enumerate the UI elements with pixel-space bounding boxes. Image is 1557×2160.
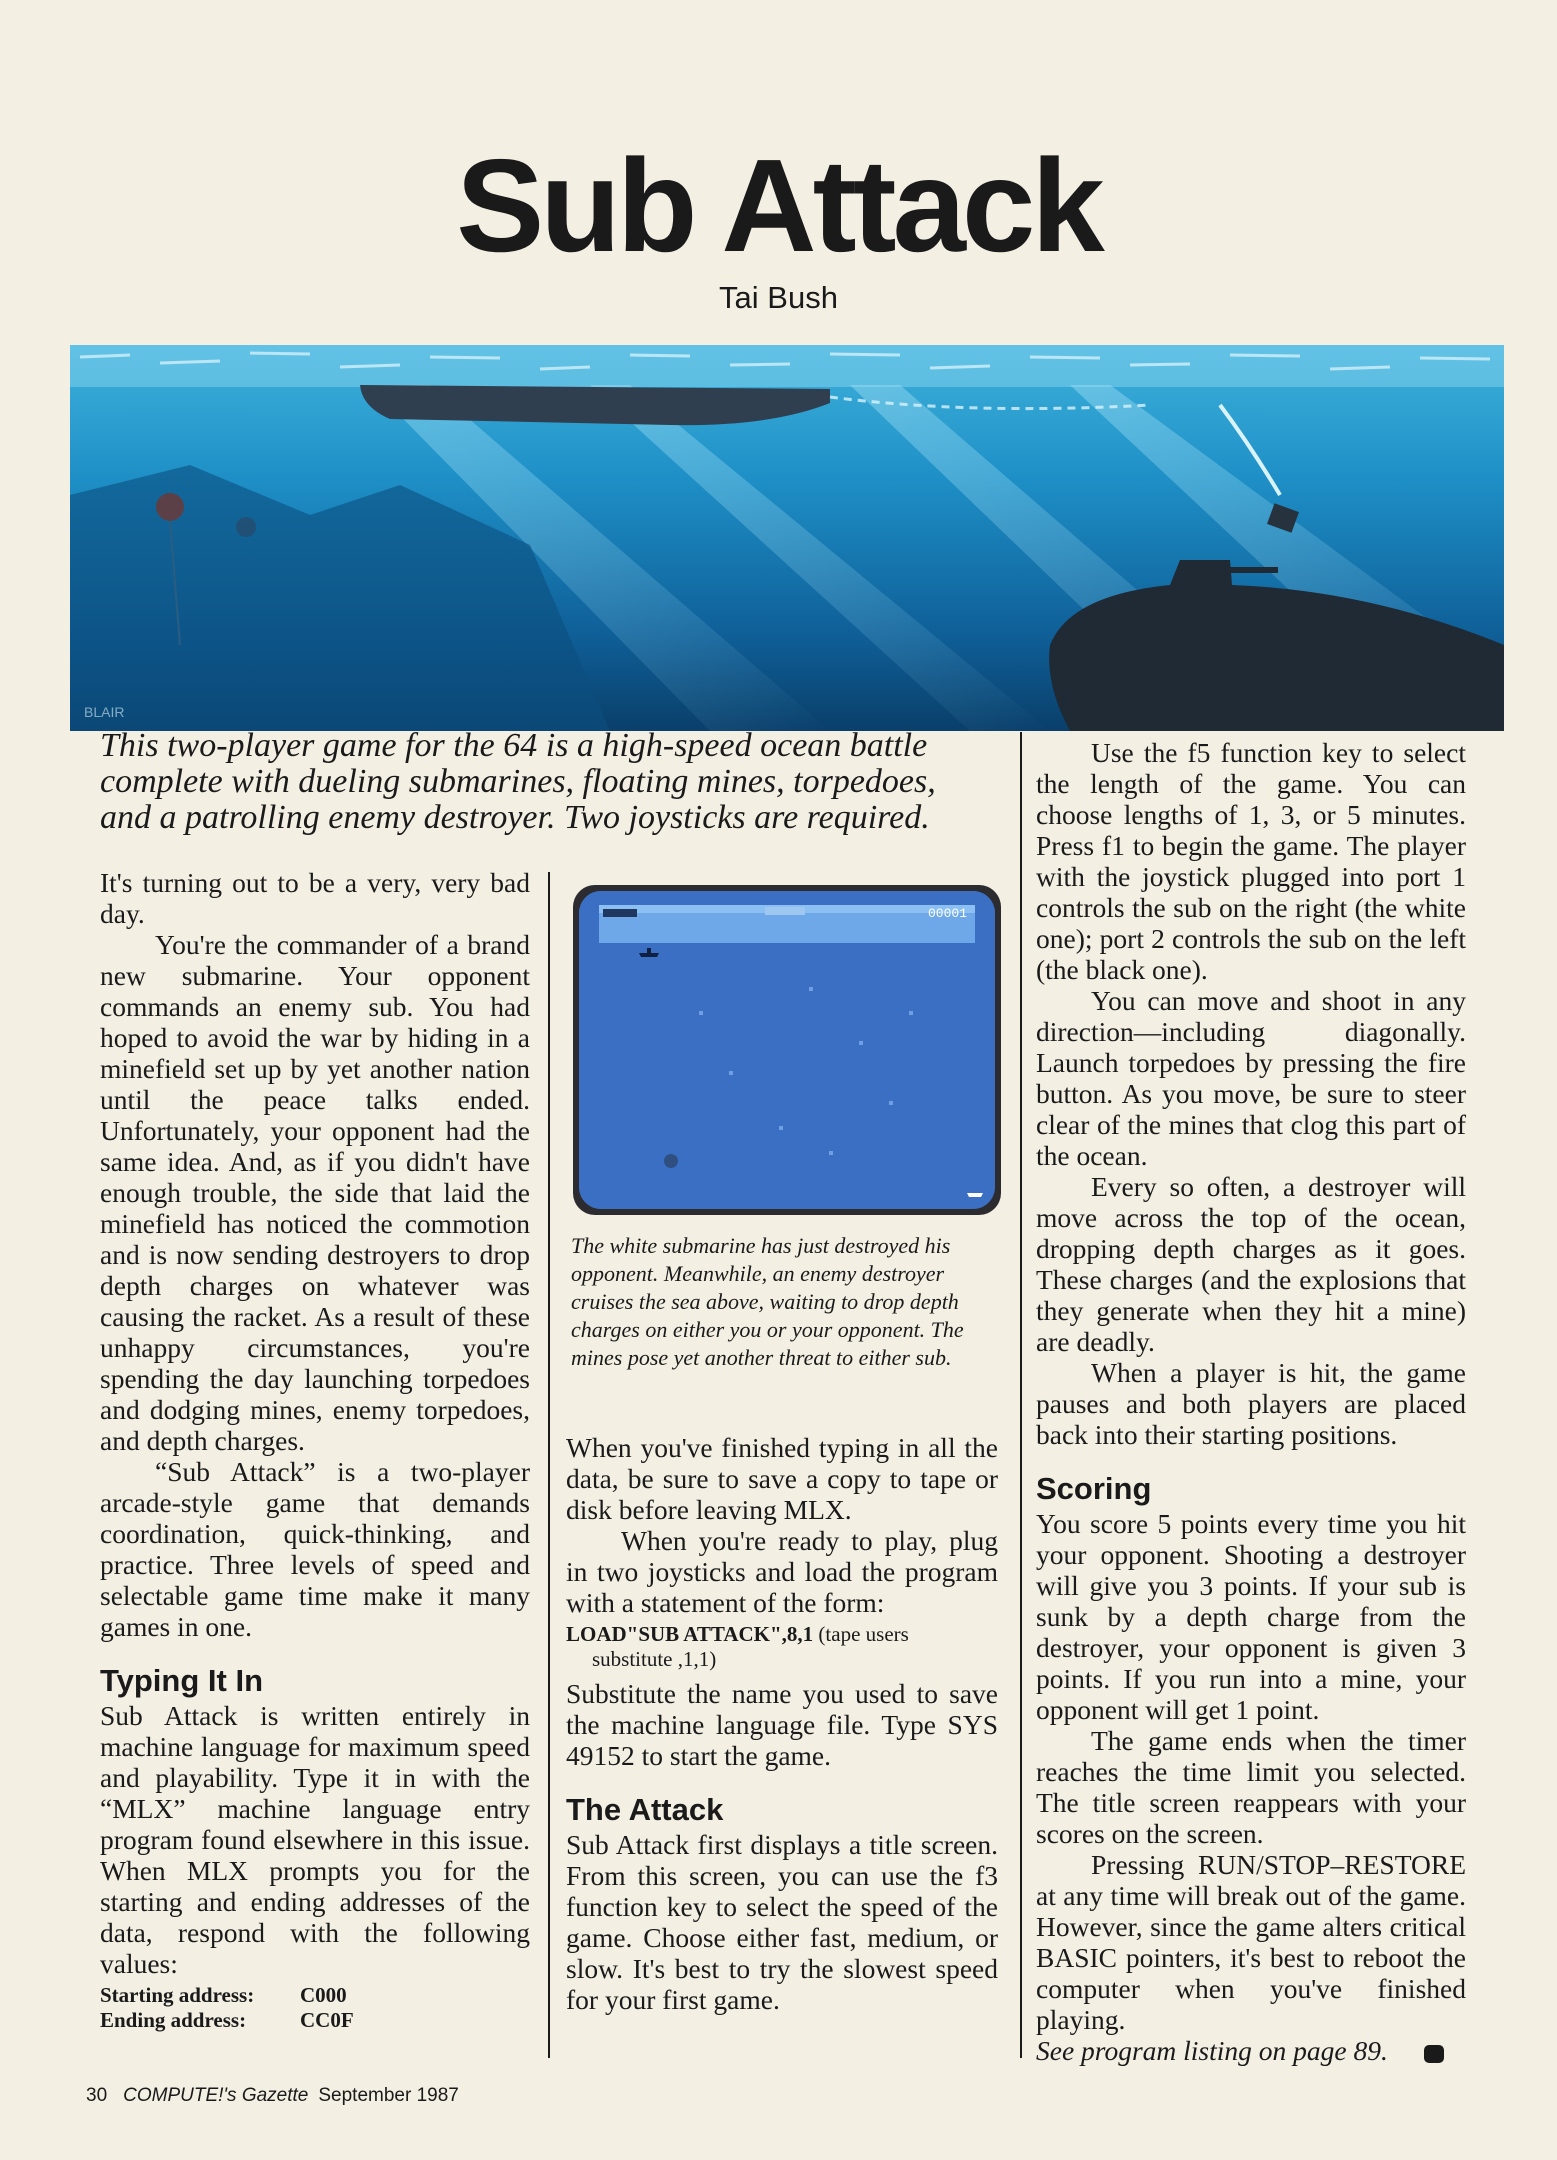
load-note: (tape users bbox=[818, 1622, 909, 1646]
address-value: C000 bbox=[300, 1983, 347, 2007]
issue-date: September 1987 bbox=[318, 2085, 459, 2106]
mine-small bbox=[236, 517, 256, 537]
section-heading: The Attack bbox=[566, 1792, 724, 1827]
destroyer-hull bbox=[360, 385, 830, 425]
paragraph: Sub Attack is written entirely in machine language for maximum speed and playability. Type it in with the “MLX” machine language entry program found elsewhere in this issue. When MLX prompts you for the starting and ending addresses of the data, respond with the following values: bbox=[100, 1700, 530, 1979]
paragraph: You're the commander of a brand new submarine. Your opponent commands an enemy sub. You had hoped to avoid the war by hiding in a minefield set up by yet another nation until the peace talks ended. Unfortunately, your opponent had the same idea. And, as if you didn't have enough trouble, the side that laid the minefield has noticed the commotion and is now sending destroyers to drop depth charges on whatever was causing the racket. As a result of these unhappy circumstances, you're spending the day launching torpedoes and dodging mines, enemy torpedoes, and depth charges. bbox=[100, 929, 530, 1456]
address-label: Ending address: bbox=[100, 2008, 247, 2032]
paragraph: It's turning out to be a very, very bad day. bbox=[100, 867, 530, 929]
column-1 bbox=[100, 867, 530, 2033]
paragraph: You can move and shoot in any direction—including diagonally. Launch torpedoes by pressing the fire button. As you move, be sure to steer clear of the mines that clog this part of the ocean. bbox=[1036, 985, 1466, 1171]
paragraph: You score 5 points every time you hit your opponent. Shooting a destroyer will give you 3 points. If your sub is sunk by a depth charge from the destroyer, your opponent is given 3 points. If you run into a mine, your opponent will get 1 point. bbox=[1036, 1508, 1466, 1725]
artist-signature: BLAIR bbox=[84, 704, 125, 720]
black-submarine bbox=[639, 953, 659, 957]
paragraph: Pressing RUN/STOP–RESTORE at any time will break out of the game. However, since the game alters critical BASIC pointers, it's best to reboot the computer when you've finished playing. bbox=[1036, 1849, 1466, 2035]
screenshot-caption: The white submarine has just destroyed his opponent. Meanwhile, an enemy destroyer cruises the sea above, waiting to drop depth charges on either you or your opponent. The mines pose yet another threat to either sub. bbox=[571, 1233, 964, 1370]
column-2 bbox=[566, 1432, 998, 2015]
article-deck: This two-player game for the 64 is a high-speed ocean battle complete with dueling submarines, floating mines, torpedoes, and a patrolling enemy destroyer. Two joysticks are required. bbox=[100, 727, 936, 836]
address-row bbox=[100, 2008, 530, 2033]
page-number: 30 bbox=[86, 2085, 108, 2106]
paragraph: “Sub Attack” is a two-player arcade-style game that demands coordination, quick-thinking, and practice. Three levels of speed and selectable game time make it many games in one. bbox=[100, 1456, 530, 1642]
ocean-surface bbox=[70, 345, 1504, 387]
load-command: LOAD"SUB ATTACK",8,1 bbox=[566, 1622, 814, 1646]
column-3 bbox=[1036, 737, 1466, 2066]
address-label: Starting address: bbox=[100, 1983, 255, 2007]
program-listing-reference: See program listing on page 89. bbox=[1036, 2035, 1388, 2066]
score-right: 00001 bbox=[927, 906, 967, 921]
paragraph: Sub Attack first displays a title screen. From this screen, you can use the f3 function key to select the speed of the game. Choose either fast, medium, or slow. It's best to try the slowest speed for your first game. bbox=[566, 1829, 998, 2015]
game-screenshot bbox=[573, 885, 1001, 1215]
paragraph: When a player is hit, the game pauses and both players are placed back into their starting positions. bbox=[1036, 1357, 1466, 1450]
address-table bbox=[100, 1983, 530, 2033]
paragraph: The game ends when the timer reaches the time limit you selected. The title screen reappears with your scores on the screen. bbox=[1036, 1725, 1466, 1849]
score-left bbox=[603, 909, 637, 917]
author-byline: Tai Bush bbox=[719, 280, 838, 315]
address-value: CC0F bbox=[300, 2008, 354, 2032]
magazine-name: COMPUTE!'s Gazette bbox=[123, 2085, 309, 2106]
listing-reference-line bbox=[1036, 2035, 1466, 2066]
mine-left bbox=[156, 493, 184, 521]
address-row bbox=[100, 1983, 530, 2008]
game-screen bbox=[579, 891, 995, 1209]
white-submarine bbox=[967, 1193, 983, 1197]
column-rule-1 bbox=[548, 872, 550, 2058]
column-rule-2 bbox=[1020, 732, 1022, 2058]
destroyer-sprite bbox=[765, 907, 805, 915]
explosion bbox=[664, 1154, 678, 1168]
paragraph: Use the f5 function key to select the length of the game. You can choose lengths of 1, 3, or 5 minutes. Press f1 to begin the game. The player with the joystick plugged into port 1 controls the sub on the right (the white one); port 2 controls the sub on the left (the black one). bbox=[1036, 737, 1466, 985]
section-heading: Typing It In bbox=[100, 1663, 264, 1698]
section-heading: Scoring bbox=[1036, 1471, 1152, 1506]
page-footer bbox=[86, 2085, 459, 2107]
article-title: Sub Attack bbox=[456, 132, 1101, 279]
end-mark-icon bbox=[1424, 2045, 1444, 2063]
paragraph: Substitute the name you used to save the machine language file. Type SYS 49152 to start the game. bbox=[566, 1678, 998, 1771]
paragraph: When you're ready to play, plug in two joysticks and load the program with a statement of the form: bbox=[566, 1525, 998, 1618]
paragraph: When you've finished typing in all the data, be sure to save a copy to tape or disk before leaving MLX. bbox=[566, 1432, 998, 1525]
paragraph: Every so often, a destroyer will move across the top of the ocean, dropping depth charges as it goes. These charges (and the explosions that they generate when they hit a mine) are deadly. bbox=[1036, 1171, 1466, 1357]
header-illustration bbox=[70, 345, 1504, 731]
load-command-block bbox=[566, 1622, 998, 1672]
load-note-continued: substitute ,1,1) bbox=[592, 1647, 717, 1671]
